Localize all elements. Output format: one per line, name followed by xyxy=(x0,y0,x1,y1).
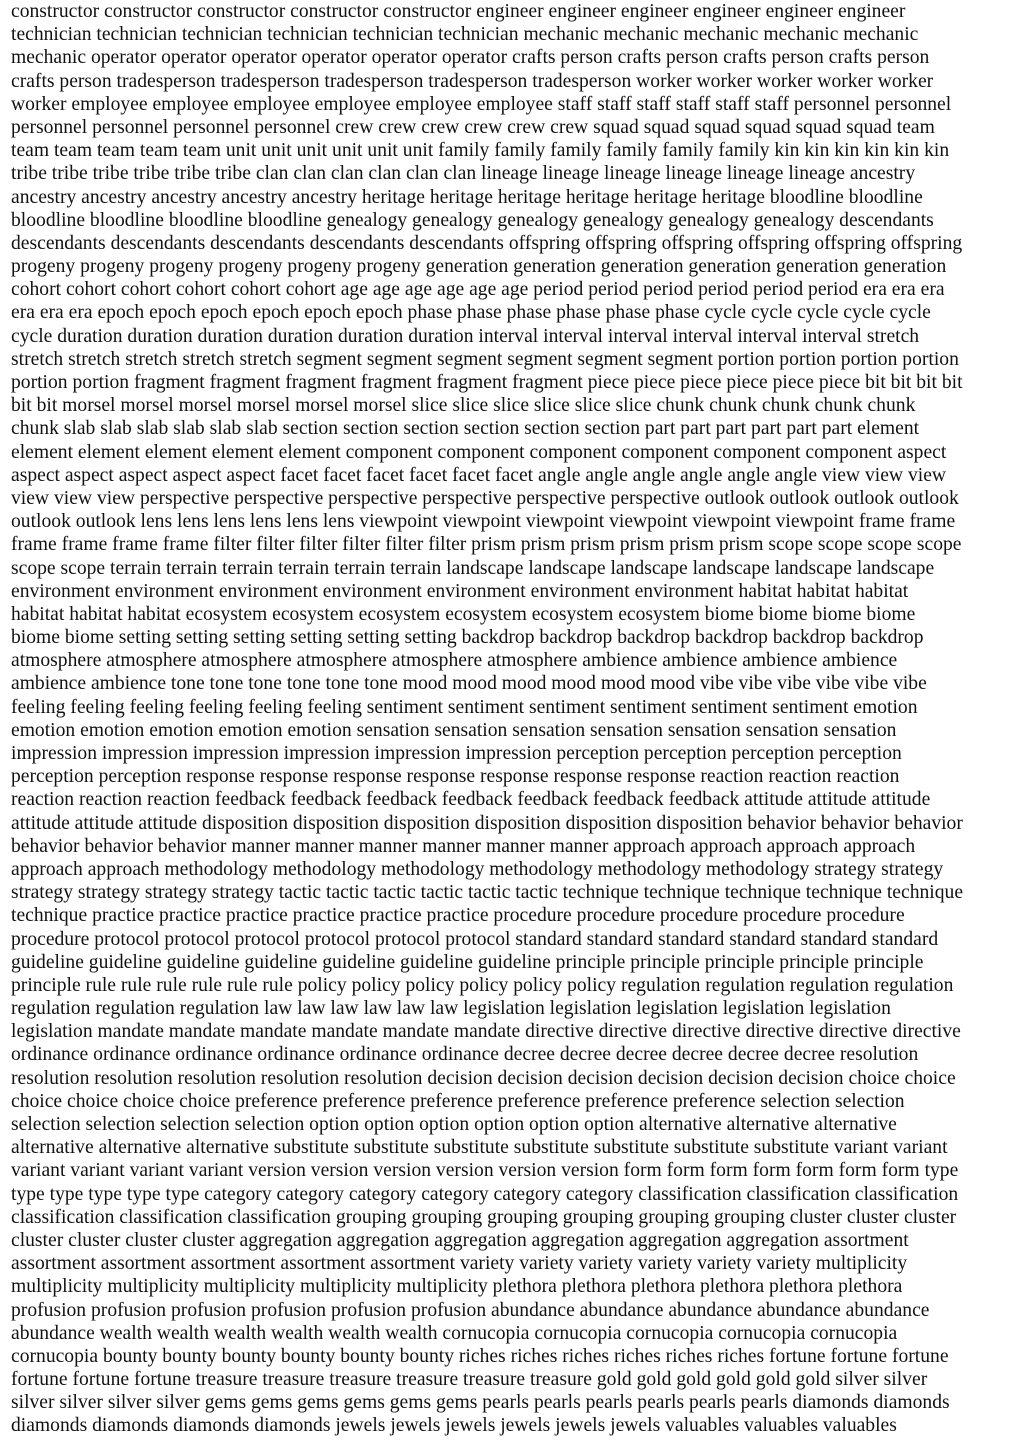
text-line: multiplicity multiplicity multiplicity multiplicity multiplicity plethora plethora plethora plethora plethora plethora xyxy=(11,1276,903,1298)
text-line: atmosphere atmosphere atmosphere atmosphere atmosphere atmosphere ambience ambience ambience ambience xyxy=(11,650,898,672)
text-line: emotion emotion emotion emotion emotion sensation sensation sensation sensation sensation sensation sensation xyxy=(11,719,897,741)
text-line: era era era epoch epoch epoch epoch epoch epoch phase phase phase phase phase phase cycle cycle cycle cycle cycle xyxy=(11,302,931,324)
text-line: approach approach methodology methodology methodology methodology methodology methodology strategy strategy xyxy=(11,858,944,880)
text-line: aspect aspect aspect aspect aspect facet facet facet facet facet facet angle angle angle angle angle angle view view view xyxy=(11,464,947,486)
text-line: stretch stretch stretch stretch stretch segment segment segment segment segment segment portion portion portion portion xyxy=(11,348,959,370)
text-line: frame frame frame frame filter filter filter filter filter filter prism prism prism prism prism prism scope scope scope scope xyxy=(11,534,962,556)
text-line: cluster cluster cluster cluster aggregation aggregation aggregation aggregation aggregation aggregation assortment xyxy=(11,1229,909,1251)
text-line: classification classification classification grouping grouping grouping grouping grouping grouping cluster cluster cluster xyxy=(11,1206,957,1228)
text-line: ambience ambience tone tone tone tone tone tone mood mood mood mood mood mood vibe vibe vibe vibe vibe vibe xyxy=(11,673,927,695)
text-line: fortune fortune fortune treasure treasure treasure treasure treasure treasure gold gold gold gold gold gold silver silver xyxy=(11,1369,928,1391)
text-line: profusion profusion profusion profusion profusion profusion abundance abundance abundance abundance abundance xyxy=(11,1299,930,1321)
text-line: strategy strategy strategy strategy tactic tactic tactic tactic tactic tactic technique technique technique technique technique xyxy=(11,882,964,904)
text-line: chunk slab slab slab slab slab slab section section section section section section part part part part part part element xyxy=(11,418,920,440)
text-line: element element element element element component component component component component component aspect xyxy=(11,441,947,463)
text-line: variant variant variant variant version version version version version version form form form form form form form type xyxy=(11,1160,959,1182)
text-line: type type type type type category category category category category category classification classification classification xyxy=(11,1183,959,1205)
text-line: bit bit morsel morsel morsel morsel morsel morsel slice slice slice slice slice slice chunk chunk chunk chunk chunk xyxy=(11,395,916,417)
text-line: behavior behavior behavior manner manner manner manner manner manner approach approach approach approach xyxy=(11,835,916,857)
text-line: team team team team team unit unit unit unit unit unit family family family family family family kin kin kin kin kin kin xyxy=(11,140,950,162)
text-line: impression impression impression impression impression impression perception perception perception perception xyxy=(11,743,902,764)
text-line: constructor constructor constructor constructor constructor engineer engineer engineer engineer engineer engineer xyxy=(11,1,906,22)
text-line: personnel personnel personnel personnel crew crew crew crew crew crew squad squad squad squad squad squad team xyxy=(11,116,935,138)
text-line: principle rule rule rule rule rule rule policy policy policy policy policy policy regulation regulation regulation regulation xyxy=(11,974,954,996)
text-line: descendants descendants descendants descendants descendants offspring offspring offspring offspring offspring offspring xyxy=(11,232,963,254)
text-line: portion portion fragment fragment fragment fragment fragment fragment piece piece piece piece piece piece bit bit bit bit xyxy=(11,372,963,393)
text-line: feeling feeling feeling feeling feeling feeling sentiment sentiment sentiment sentiment sentiment sentiment emotion xyxy=(11,696,918,718)
text-line: mechanic operator operator operator operator operator operator crafts person crafts person crafts person crafts person xyxy=(11,47,930,69)
text-line: attitude attitude attitude disposition disposition disposition disposition disposition disposition behavior behavior behavior xyxy=(11,812,963,834)
text-line: technique practice practice practice practice practice practice procedure procedure procedure procedure procedure xyxy=(11,905,905,927)
text-line: worker employee employee employee employee employee employee staff staff staff staff staff staff personnel personnel xyxy=(11,93,952,115)
text-line: cohort cohort cohort cohort cohort cohort age age age age age age period period period period period period era era era xyxy=(11,279,945,301)
text-line: cornucopia bounty bounty bounty bounty bounty bounty riches riches riches riches riches riches fortune fortune fortune xyxy=(11,1345,949,1367)
text-line: progeny progeny progeny progeny progeny progeny generation generation generation generation generation generation xyxy=(11,256,947,278)
text-line: bloodline bloodline bloodline bloodline genealogy genealogy genealogy genealogy genealogy genealogy descendants xyxy=(11,209,934,231)
text-line: reaction reaction reaction feedback feedback feedback feedback feedback feedback feedback attitude attitude attitude xyxy=(11,789,931,811)
text-line: biome biome setting setting setting setting setting setting backdrop backdrop backdrop backdrop backdrop backdrop xyxy=(11,627,924,649)
text-line: habitat habitat habitat ecosystem ecosystem ecosystem ecosystem ecosystem ecosystem biome biome biome biome xyxy=(11,603,916,625)
text-line: procedure protocol protocol protocol protocol protocol protocol standard standard standard standard standard standard xyxy=(11,928,939,950)
text-line: perception perception response response response response response response response reaction reaction reaction xyxy=(11,766,900,788)
body-text xyxy=(11,0,1015,1438)
text-line: legislation mandate mandate mandate mandate mandate mandate directive directive directive directive directive directive xyxy=(11,1021,961,1043)
text-line: environment environment environment environment environment environment environment habitat habitat habitat xyxy=(11,580,909,602)
text-line: alternative alternative alternative substitute substitute substitute substitute substitute substitute substitute variant variant xyxy=(11,1137,948,1159)
text-line: crafts person tradesperson tradesperson tradesperson tradesperson tradesperson worker worker worker worker worker xyxy=(11,70,934,92)
text-line: regulation regulation regulation law law law law law law legislation legislation legislation legislation legislation xyxy=(11,998,891,1020)
text-line: choice choice choice choice preference preference preference preference preference preference selection selection xyxy=(11,1090,905,1112)
text-line: technician technician technician technician technician technician mechanic mechanic mechanic mechanic mechanic xyxy=(11,24,919,46)
text-line: view view view perspective perspective perspective perspective perspective perspective outlook outlook outlook outlook xyxy=(11,487,959,509)
text-line: ordinance ordinance ordinance ordinance ordinance ordinance decree decree decree decree decree decree resolution xyxy=(11,1044,919,1066)
text-line: tribe tribe tribe tribe tribe tribe clan clan clan clan clan clan lineage lineage lineage lineage lineage lineage ancestry xyxy=(11,163,916,185)
text-line: outlook outlook lens lens lens lens lens lens viewpoint viewpoint viewpoint viewpoint viewpoint viewpoint frame frame xyxy=(11,511,956,533)
text-line: resolution resolution resolution resolution resolution decision decision decision decision decision decision choice choice xyxy=(11,1067,956,1089)
text-line: abundance wealth wealth wealth wealth wealth wealth cornucopia cornucopia cornucopia cornucopia cornucopia xyxy=(11,1322,898,1344)
text-line: selection selection selection selection option option option option option option alternative alternative alternative xyxy=(11,1114,897,1135)
text-line: scope scope terrain terrain terrain terrain terrain terrain landscape landscape landscape landscape landscape landscape xyxy=(11,557,935,579)
text-line: ancestry ancestry ancestry ancestry ancestry heritage heritage heritage heritage heritage heritage bloodline bloodline xyxy=(11,186,923,208)
text-line: silver silver silver silver gems gems gems gems gems gems pearls pearls pearls pearls pearls pearls diamonds diamonds xyxy=(11,1392,950,1414)
text-line: cycle duration duration duration duration duration duration interval interval interval interval interval interval stretch xyxy=(11,325,920,347)
text-line: assortment assortment assortment assortment assortment variety variety variety variety variety variety multiplicity xyxy=(11,1253,908,1275)
text-line: guideline guideline guideline guideline guideline guideline guideline principle principle principle principle principle xyxy=(11,951,924,973)
text-line: diamonds diamonds diamonds diamonds jewels jewels jewels jewels jewels jewels valuables valuables valuables xyxy=(11,1415,897,1437)
